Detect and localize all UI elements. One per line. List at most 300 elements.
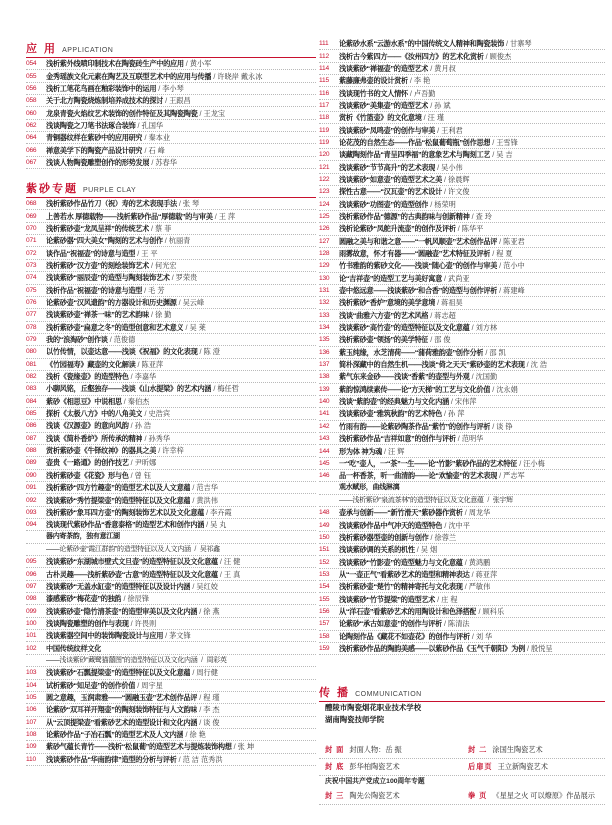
- toc-entry[interactable]: [26, 210, 316, 222]
- toc-entry[interactable]: [26, 642, 316, 654]
- entry-title: 《竹园福寿》藏壶的文化解读: [46, 359, 136, 369]
- entry-author: 吴祁鑫: [199, 545, 220, 553]
- toc-entry[interactable]: [319, 421, 605, 433]
- toc-entry[interactable]: [319, 581, 605, 593]
- entry-separator: /: [409, 88, 412, 98]
- entry-title: 紫玉纯缘，水芝清荷——“蒲荷雅韵壶”创作分析: [339, 347, 484, 357]
- toc-entry[interactable]: [26, 457, 316, 469]
- entry-separator: /: [158, 446, 161, 456]
- entry-separator: /: [199, 705, 202, 715]
- entry-separator: /: [219, 557, 222, 567]
- entry-separator: /: [192, 483, 195, 493]
- entry-title: 浅谈“紫韵壶”的经典魅力与文化内涵: [339, 397, 449, 407]
- entry-title: 论紫砂壶“汉风遗韵”的方器设计和历史渊源: [46, 298, 177, 308]
- entry-page: 120: [319, 151, 330, 159]
- entry-page: 144: [319, 447, 330, 455]
- entry-separator: /: [144, 409, 147, 419]
- entry-separator: /: [151, 223, 154, 233]
- entry-author: 徐辰锋: [127, 594, 150, 604]
- entry-author: 孙 萍: [448, 409, 465, 419]
- purple-clay-list-continued: [319, 38, 605, 482]
- entry-author: 茅文锋: [169, 631, 191, 641]
- cover-value: 涂国生陶瓷艺术: [492, 745, 543, 754]
- entry-title: 中国传统纹样文化: [46, 643, 102, 653]
- section-title-en: PURPLE CLAY: [83, 187, 137, 195]
- toc-entry[interactable]: [26, 157, 316, 169]
- toc-entry[interactable]: [26, 235, 316, 247]
- entry-page: 137: [319, 361, 330, 369]
- entry-page: 077: [26, 311, 37, 319]
- entry-author: 张 坤: [237, 742, 255, 752]
- entry-separator: /: [130, 372, 133, 382]
- entry-page: 127: [319, 237, 330, 245]
- toc-entry[interactable]: [26, 494, 316, 506]
- entry-title: 浅析《瓷缘壶》的造型特色: [46, 372, 129, 382]
- toc-entry[interactable]: [319, 211, 605, 223]
- entry-author: 陈 澄: [203, 347, 220, 357]
- entry-separator: /: [526, 360, 529, 370]
- entry-separator: /: [199, 606, 202, 616]
- entry-separator: /: [213, 384, 216, 394]
- entry-separator: /: [178, 199, 181, 209]
- toc-entry[interactable]: [319, 618, 605, 630]
- toc-entry[interactable]: [26, 667, 316, 679]
- toc-entry[interactable]: [26, 717, 316, 729]
- toc-entry[interactable]: [319, 408, 605, 420]
- toc-entry[interactable]: [26, 605, 316, 617]
- entry-separator: /: [130, 458, 133, 468]
- toc-entry[interactable]: [319, 334, 605, 346]
- entry-page: 138: [319, 373, 330, 381]
- entry-title: 圆之意趣，玉润肃雅——“圆融玉壶”艺术创作品评: [46, 693, 198, 703]
- entry-page: 145: [319, 459, 330, 467]
- toc-entry[interactable]: [26, 729, 316, 741]
- entry-title: 古朴灵趣——浅析紫砂壶“古意”的造型特征以及文化意蕴: [46, 569, 218, 579]
- section-title-zh: 传 播: [319, 687, 351, 699]
- entry-separator: /: [233, 742, 236, 752]
- entry-title: 浅谈紫砂“秀竹提梁壶”的造型特征以及文化意蕴: [46, 495, 191, 505]
- entry-separator: /: [192, 581, 195, 591]
- entry-separator: /: [499, 261, 502, 271]
- toc-entry[interactable]: [26, 568, 316, 580]
- entry-separator: /: [492, 249, 495, 259]
- toc-entry[interactable]: [26, 107, 316, 119]
- entry-separator: /: [199, 693, 202, 703]
- entry-separator: /: [471, 631, 474, 641]
- entry-separator: /: [457, 224, 460, 234]
- entry-author: 王雪锋: [496, 137, 518, 147]
- entry-subtitle: ——论紫砂壶“霞江群韵”的造型特征以及人文内涵: [46, 545, 191, 553]
- entry-separator: /: [165, 96, 168, 106]
- toc-entry[interactable]: [26, 334, 316, 346]
- entry-page: 060: [26, 109, 37, 117]
- toc-entry[interactable]: [319, 248, 605, 260]
- entry-page: 103: [26, 669, 37, 677]
- entry-separator: /: [123, 396, 126, 406]
- toc-entry[interactable]: [26, 507, 316, 519]
- toc-entry[interactable]: [26, 95, 316, 107]
- entry-separator: /: [444, 409, 447, 419]
- cover-label: 封 三: [325, 791, 345, 800]
- entry-page: 157: [319, 620, 330, 628]
- toc-entry[interactable]: [26, 83, 316, 95]
- toc-entry[interactable]: [26, 132, 316, 144]
- entry-title: 器内寄茶韵，独有意江湖: [46, 533, 120, 541]
- toc-entry[interactable]: [26, 630, 316, 642]
- entry-title: 从“一壶正气”看紫砂艺术的造型和精神表达: [339, 569, 470, 579]
- entry-page: 155: [319, 595, 330, 603]
- toc-entry[interactable]: [26, 272, 316, 284]
- toc-entry[interactable]: [26, 618, 316, 630]
- entry-page: 107: [26, 718, 37, 726]
- entry-author: 孙秀华: [148, 433, 171, 443]
- entry-page: 091: [26, 484, 37, 492]
- entry-author: 程 瑾: [203, 693, 220, 703]
- toc-entry[interactable]: [319, 297, 605, 309]
- toc-entry[interactable]: [26, 322, 316, 334]
- entry-separator: /: [130, 421, 133, 431]
- toc-entry[interactable]: [319, 643, 605, 655]
- entry-title: 禅意美学下的陶瓷产品设计研究: [46, 145, 143, 155]
- entry-title: 浅谈紫砂“无盖水缸壶”的造型特征以及设计内涵: [46, 581, 191, 591]
- toc-entry[interactable]: [319, 606, 605, 618]
- entry-author: 杨荣明: [434, 199, 456, 209]
- entry-author: 黄洪伟: [196, 495, 218, 505]
- entry-title: 浅谈陶瓷雕塑的创作与表现: [46, 618, 129, 628]
- entry-author: 谈 俊: [203, 717, 220, 727]
- toc-entry[interactable]: [26, 692, 316, 704]
- toc-entry[interactable]: [26, 445, 316, 457]
- entry-author: 范俊德: [113, 335, 136, 345]
- toc-entry[interactable]: [26, 371, 316, 383]
- entry-page: 058: [26, 97, 37, 105]
- toc-entry[interactable]: [319, 223, 605, 235]
- entry-separator: /: [130, 618, 133, 628]
- entry-title: 浅谈现代紫砂作品“香意泰格”的造型艺术和创作内涵: [46, 520, 205, 530]
- entry-page: 100: [26, 619, 37, 627]
- entry-separator: /: [471, 323, 474, 333]
- entry-title: 浅谈“曲雅六方壶”的艺术风格: [339, 310, 429, 320]
- toc-entry[interactable]: [26, 260, 316, 272]
- toc-entry[interactable]: [319, 310, 605, 322]
- entry-author: 罗荣贵: [175, 273, 198, 283]
- toc-entry[interactable]: [26, 309, 316, 321]
- entry-title: 探析《太极八方》中的八角美文: [46, 409, 143, 419]
- entry-author: 秦伯杰: [127, 396, 150, 406]
- entry-page: 056: [26, 84, 37, 92]
- entry-author: 顾俊杰: [489, 51, 512, 61]
- entry-separator: /: [192, 668, 195, 678]
- toc-entry[interactable]: [319, 569, 605, 581]
- toc-entry[interactable]: [319, 631, 605, 643]
- toc-entry[interactable]: [26, 680, 316, 692]
- entry-page: 088: [26, 447, 37, 455]
- entry-subtitle: ——浅析紫砂“泉流茶林”的造型特征以及文化意蕴: [339, 496, 484, 504]
- entry-title: 浅谈人物陶瓷雕塑创作的形势发展: [46, 157, 150, 167]
- entry-title: 浅谈紫器空间中的装饰陶瓷设计与应用: [46, 631, 164, 641]
- toc-entry[interactable]: [26, 704, 316, 716]
- toc-entry[interactable]: [26, 247, 316, 259]
- toc-entry[interactable]: [26, 58, 316, 70]
- toc-entry[interactable]: [26, 223, 316, 235]
- entry-title: 浅谈紫砂“石瓢提梁壶”的造型特征以及文化意蕴: [46, 668, 191, 678]
- entry-author: 王 萍: [218, 211, 236, 221]
- entry-author: 陈亚君: [503, 236, 525, 246]
- entry-author: 王跟昌: [169, 96, 191, 106]
- toc-entry[interactable]: [26, 581, 316, 593]
- entry-author: 吴 莱: [189, 322, 206, 332]
- entry-author: 李 艳: [413, 76, 431, 86]
- entry-separator: /: [526, 644, 529, 654]
- entry-page: 125: [319, 212, 330, 220]
- toc-entry[interactable]: [319, 593, 605, 605]
- entry-page: 083: [26, 385, 37, 393]
- entry-title: 论紫砂“双耳祥开翔壶”的陶刻装饰特征与人文韵味: [46, 705, 198, 715]
- entry-page: 074: [26, 274, 37, 282]
- toc-entry[interactable]: [26, 285, 316, 297]
- toc-entry[interactable]: [319, 186, 605, 198]
- entry-title: 雨雾故意，怀才有器——“圆融壶”艺术特征及评析: [339, 249, 491, 259]
- entry-title: 赏析《竹篮壶》的文化意境: [339, 113, 422, 123]
- purple-clay-list: [26, 556, 316, 642]
- entry-page: 069: [26, 212, 37, 220]
- entry-separator: /: [437, 162, 440, 172]
- toc-entry-multiline[interactable]: [319, 482, 605, 494]
- application-list: [26, 58, 316, 169]
- entry-title: 从“云顶提梁壶”看紫砂艺术的造型设计和文化内涵: [46, 717, 198, 727]
- toc-entry[interactable]: [26, 556, 316, 568]
- entry-separator: /: [144, 145, 147, 155]
- cover-label: 拳 页: [468, 791, 488, 800]
- toc-entry[interactable]: [26, 396, 316, 408]
- entry-author: 苏春华: [155, 157, 177, 167]
- toc-entry[interactable]: [26, 297, 316, 309]
- entry-separator: /: [144, 133, 147, 143]
- toc-entry[interactable]: [26, 144, 316, 156]
- entry-separator: /: [485, 51, 488, 61]
- toc-entry[interactable]: [26, 359, 316, 371]
- toc-entry[interactable]: [319, 161, 605, 173]
- toc-entry[interactable]: [319, 236, 605, 248]
- entry-title: 浅析工笔花鸟画在釉彩装饰中的运用: [46, 83, 157, 93]
- toc-entry[interactable]: [26, 593, 316, 605]
- cover-value: 陶先公陶瓷艺术: [349, 791, 400, 800]
- entry-author: 徐晨辉: [448, 174, 470, 184]
- entry-author: 陈亚萍: [141, 359, 164, 369]
- entry-author: 蒋祖昊: [441, 298, 463, 308]
- entry-author: 程 夏: [496, 249, 513, 259]
- entry-author: 吴 吉: [496, 150, 513, 160]
- toc-entry[interactable]: [26, 741, 316, 753]
- toc-entry[interactable]: [319, 75, 605, 87]
- entry-author: 周彩英: [206, 656, 227, 664]
- toc-entry[interactable]: [319, 198, 605, 210]
- entry-separator: /: [384, 446, 387, 456]
- toc-entry[interactable]: [26, 383, 316, 395]
- entry-page: 135: [319, 336, 330, 344]
- entry-page: 093: [26, 508, 37, 516]
- toc-entry[interactable]: [319, 100, 605, 112]
- entry-separator: /: [144, 433, 147, 443]
- entry-title: 竹雨有韵——论紫砂陶茶作品“紫竹”的创作与评析: [339, 421, 491, 431]
- toc-entry[interactable]: [26, 120, 316, 132]
- entry-title: 浅谈紫砂“功图壶”的造型创作: [339, 199, 429, 209]
- toc-entry[interactable]: [26, 420, 316, 432]
- entry-author: 甘寨琴: [510, 39, 532, 49]
- entry-separator: /: [213, 71, 216, 81]
- entry-title: 品一杯香茶，听一曲清韵——论“欢愉壶”的艺术表现: [339, 471, 498, 481]
- toc-entry[interactable]: [319, 137, 605, 149]
- entry-separator: /: [437, 125, 440, 135]
- entry-page: 101: [26, 632, 37, 640]
- section-header-application: [26, 38, 316, 56]
- entry-author: 许文俊: [448, 187, 470, 197]
- entry-author: 黄月叔: [434, 63, 456, 73]
- entry-title: 浅谈紫砂“如意壶”的造型艺术之美: [339, 174, 443, 184]
- toc-entry[interactable]: [319, 458, 605, 470]
- toc-entry[interactable]: [319, 507, 605, 519]
- entry-title: 浅谈紫砂作品中气冲天的造型特色: [339, 520, 443, 530]
- entry-page: 073: [26, 261, 37, 269]
- toc-entry-subtitle: ——浅析紫砂“泉流茶林”的造型特征以及文化意蕴 / 张宇辉: [319, 495, 605, 507]
- covers-section: [319, 742, 605, 805]
- entry-title: 浅析作品“祝福壶”的诗意与造型: [46, 285, 143, 295]
- entry-title: 观水赋形，曲线淋漓: [339, 484, 400, 492]
- entry-page: 123: [319, 188, 330, 196]
- entry-page: 086: [26, 422, 37, 430]
- toc-entry[interactable]: [319, 470, 605, 482]
- toc-entry[interactable]: [26, 70, 316, 82]
- entry-author: 汪 健: [223, 557, 241, 567]
- toc-entry[interactable]: [319, 174, 605, 186]
- entry-author: 何光宏: [155, 260, 177, 270]
- entry-author: 吴红姣: [196, 581, 218, 591]
- entry-page: 118: [319, 114, 329, 122]
- entry-title: 浅谈紫砂“节节高升”的艺术表现: [339, 162, 436, 172]
- entry-author: 沈中平: [448, 520, 470, 530]
- entry-title: 圆融之美与和谐之意——“一帆风顺壶”艺术创作品评: [339, 236, 498, 246]
- entry-separator: /: [492, 421, 495, 431]
- toc-entry[interactable]: [319, 384, 605, 396]
- toc-entry[interactable]: [319, 519, 605, 531]
- entry-page: 081: [26, 360, 37, 368]
- entry-title: 浅析紫外线喷印制技术在陶瓷砖生产中的应用: [46, 59, 184, 69]
- entry-title: 紫气东来金砂——浅谈“香紫”的壶型与外观: [339, 372, 470, 382]
- cover-label: 封 底: [325, 762, 345, 771]
- toc-entry[interactable]: [319, 347, 605, 359]
- toc-entry-multiline[interactable]: [26, 531, 316, 543]
- entry-title: 浅谈紫砂作品“华南韵律”造型的分析与评析: [46, 754, 177, 764]
- entry-separator: /: [151, 260, 154, 270]
- toc-entry[interactable]: [319, 124, 605, 136]
- toc-entry[interactable]: [319, 371, 605, 383]
- entry-separator: /: [492, 137, 495, 147]
- toc-entry[interactable]: [26, 408, 316, 420]
- section-title-en: COMMUNICATION: [355, 691, 422, 698]
- entry-page: 087: [26, 434, 37, 442]
- entry-title: 浅析紫砂器型壶的创新与创作: [339, 532, 429, 542]
- entry-author: 蔡 菲: [155, 223, 172, 233]
- entry-title: 紫砂《相思豆》中说相思: [46, 396, 122, 406]
- entry-page: 090: [26, 471, 37, 479]
- toc-entry[interactable]: [319, 445, 605, 457]
- entry-author: 陈华平: [461, 224, 484, 234]
- toc-entry[interactable]: [319, 260, 605, 272]
- toc-entry[interactable]: [26, 346, 316, 358]
- communication-section: [319, 682, 605, 726]
- toc-entry[interactable]: [26, 433, 316, 445]
- toc-entry[interactable]: [319, 285, 605, 297]
- toc-entry[interactable]: [26, 470, 316, 482]
- entry-page: 072: [26, 249, 37, 257]
- entry-page: 153: [319, 570, 330, 578]
- entry-separator: /: [430, 310, 433, 320]
- entry-author: 史浩宾: [148, 409, 171, 419]
- toc-entry[interactable]: [319, 112, 605, 124]
- toc-entry[interactable]: [319, 433, 605, 445]
- entry-page: 104: [26, 681, 37, 689]
- toc-entry[interactable]: [319, 38, 605, 50]
- toc-entry[interactable]: [319, 50, 605, 62]
- toc-entry[interactable]: [319, 273, 605, 285]
- entry-author: 孙 斌: [434, 100, 451, 110]
- entry-page: 096: [26, 570, 37, 578]
- entry-page: 126: [319, 225, 330, 233]
- entry-separator: /: [444, 520, 447, 530]
- toc-entry[interactable]: [319, 544, 605, 556]
- entry-title: 金秀瑶族文化元素在陶艺及互联型艺术中的应用与传播: [46, 71, 212, 81]
- toc-entry[interactable]: [26, 754, 316, 766]
- toc-entry[interactable]: [26, 198, 316, 210]
- toc-entry[interactable]: [319, 322, 605, 334]
- entry-author: 黄小军: [189, 59, 212, 69]
- entry-author: 武尚亚: [448, 273, 470, 283]
- entry-separator: /: [499, 236, 502, 246]
- entry-separator: /: [185, 322, 188, 332]
- entry-author: 范吉华: [196, 483, 218, 493]
- entry-page: 156: [319, 607, 330, 615]
- entry-author: 汪小梅: [523, 458, 545, 468]
- entry-author: 顾科乐: [482, 606, 505, 616]
- toc-entry[interactable]: [26, 519, 316, 531]
- entry-page: 141: [319, 410, 330, 418]
- entry-title: 浅谈紫砂壶“隐竹清茶壶”的造型审美以及文化内涵: [46, 606, 198, 616]
- entry-title: 浅谈紫砂“竹节提梁”的造型艺术: [339, 594, 436, 604]
- toc-entry[interactable]: [319, 87, 605, 99]
- cover-value: 《星星之火 可以燎原》作品展示: [492, 791, 595, 800]
- toc-entry[interactable]: [319, 359, 605, 371]
- entry-author: 徐蓉兰: [434, 532, 457, 542]
- entry-title: 浅析论紫砂“凤舵升流壶”的创作及评析: [339, 224, 456, 234]
- covers-note: 庆祝中国共产党成立100周年专题: [325, 778, 425, 785]
- entry-page: 070: [26, 224, 37, 232]
- entry-separator: /: [444, 619, 447, 629]
- entry-page: 084: [26, 397, 37, 405]
- toc-entry[interactable]: [319, 149, 605, 161]
- toc-entry[interactable]: [319, 556, 605, 568]
- toc-entry[interactable]: [319, 396, 605, 408]
- toc-entry[interactable]: [319, 532, 605, 544]
- entry-separator: /: [450, 397, 453, 407]
- toc-entry[interactable]: [26, 482, 316, 494]
- entry-separator: /: [165, 631, 168, 641]
- toc-entry[interactable]: [319, 63, 605, 75]
- entry-title: 浅析紫砂“香炉”意境的美学意境: [339, 298, 436, 308]
- entry-author: 尹昕娜: [134, 458, 157, 468]
- entry-author: 王龙宝: [203, 108, 226, 118]
- entry-title: 浅谈紫砂调的关系的机性: [339, 545, 415, 555]
- entry-author: 许晓岸 戴永冰: [217, 71, 263, 81]
